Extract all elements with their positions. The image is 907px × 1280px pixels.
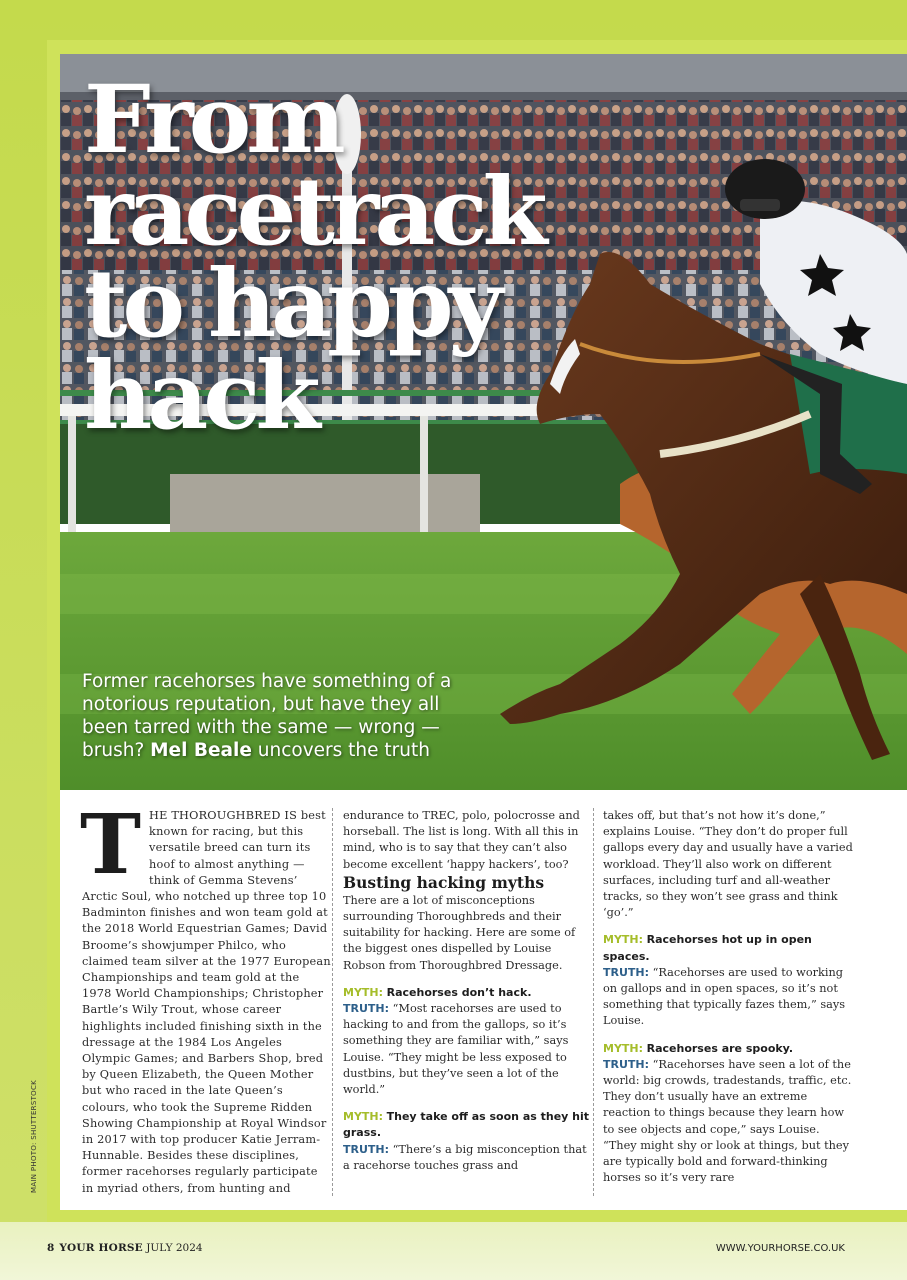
headline-line: racetrack — [84, 157, 543, 267]
truth-label: TRUTH: — [343, 1142, 390, 1156]
myth-label: MYTH: — [343, 985, 384, 999]
myth-block — [343, 1109, 593, 1174]
magazine-name: YOUR HORSE — [59, 1242, 143, 1254]
body-paragraph: endurance to TREC, polo, polocrosse and horseball. The list is long. With all this in mind, who is to say that they can’t also become excellent ‘happy hackers’, too? — [343, 809, 580, 871]
issue-date: JULY 2024 — [146, 1242, 203, 1254]
dropcap: T — [80, 797, 142, 893]
truth-label: TRUTH: — [603, 965, 650, 979]
truth-text: “Racehorses have seen a lot of the world: big crowds, tradestands, traffic, etc. They don’t usually have an extreme reaction to things because they learn how to see objects and cope,” says Louise. “They might shy or look at things, but they are typically bold and forward-thinking horses so it’s very rare — [603, 1057, 852, 1185]
myth-text: Racehorses hot up in open spaces. — [603, 933, 812, 963]
footer-folio — [47, 1242, 203, 1254]
myth-label: MYTH: — [603, 933, 644, 947]
myth-text: Racehorses don’t hack. — [386, 985, 532, 999]
myth-text: They take off as soon as they hit grass. — [343, 1110, 590, 1140]
column-divider — [593, 808, 594, 1196]
article-body — [60, 797, 907, 1210]
headline-line: hack — [84, 341, 316, 451]
author-name: Mel Beale — [150, 740, 252, 761]
standfirst-text: Former racehorses have something of a notorious reputation, but have they all been tarred with the same — wrong — brush? — [82, 671, 452, 761]
truth-text: “Racehorses are used to working on gallops and in open spaces, so it’s not something that typically fazes them,” says Louise. — [603, 965, 846, 1028]
body-paragraph: There are a lot of misconceptions surrounding Thoroughbreds and their suitability for hacking. Here are some of the biggest ones dispelled by Louise Robson from Thoroughbred Dressage. — [343, 893, 576, 972]
column-2 — [343, 808, 593, 1174]
headline-line: to happy — [84, 249, 499, 359]
column-3 — [603, 808, 853, 1186]
myth-text: Racehorses are spooky. — [646, 1041, 794, 1055]
myth-block — [603, 932, 853, 1029]
standfirst-text-end: uncovers the truth — [251, 740, 430, 761]
section-subhead: Busting hacking myths — [343, 872, 545, 892]
headline-line: From — [84, 65, 341, 175]
standfirst — [82, 670, 482, 762]
article-page — [60, 54, 907, 1210]
myth-label: MYTH: — [603, 1041, 644, 1055]
myth-block — [603, 1041, 853, 1187]
myth-block — [343, 985, 593, 1098]
article-headline — [84, 65, 543, 451]
truth-text: “There’s a big misconception that a racehorse touches grass and — [343, 1142, 587, 1172]
page-number: 8 — [47, 1242, 55, 1254]
photo-credit: MAIN PHOTO: SHUTTERSTOCK — [30, 1079, 38, 1193]
truth-label: TRUTH: — [603, 1057, 650, 1071]
footer-url[interactable]: WWW.YOURHORSE.CO.UK — [715, 1243, 845, 1254]
column-divider — [332, 808, 333, 1196]
hero-photo — [60, 54, 907, 790]
truth-text: “Most racehorses are used to hacking to and from the gallops, so it’s something they are familiar with,” says Louise. “They might be less exposed to dustbins, but they’ve seen a lot of the world.” — [343, 1002, 569, 1097]
body-paragraph: HE THOROUGHBRED IS best known for racing, but this versatile breed can turn its hoof to almost anything — think of Gemma Stevens’ Arctic Soul, who notched up three top 10 Badminton finishes and won team gold at the 2018 World Equestrian Games; David Broome’s showjumper Philco, who claimed team silver at the 1977 European Championships and team gold at the 1978 World Championships; Christopher Bartle’s Wily Trout, whose career highlights included finishing sixth in the dressage at the 1984 Los Angeles Olympic Games; and Barbers Shop, bred by Queen Elizabeth, the Queen Mother but who raced in the late Queen’s colours, who took the Supreme Ridden Showing Championship at Royal Windsor in 2017 with top producer Katie Jerram-Hunnable. Besides these disciplines, former racehorses regularly participate in myriad others, from hunting and — [82, 809, 331, 1195]
myth-label: MYTH: — [343, 1110, 384, 1124]
truth-label: TRUTH: — [343, 1002, 390, 1016]
body-paragraph: takes off, but that’s not how it’s done,” explains Louise. “They don’t do proper full gallops every day and usually have a varied workload. They’ll also work on different surfaces, including turf and all-weather tracks, so they won’t see grass and think ‘go’.” — [603, 809, 853, 920]
column-1 — [80, 797, 332, 1197]
